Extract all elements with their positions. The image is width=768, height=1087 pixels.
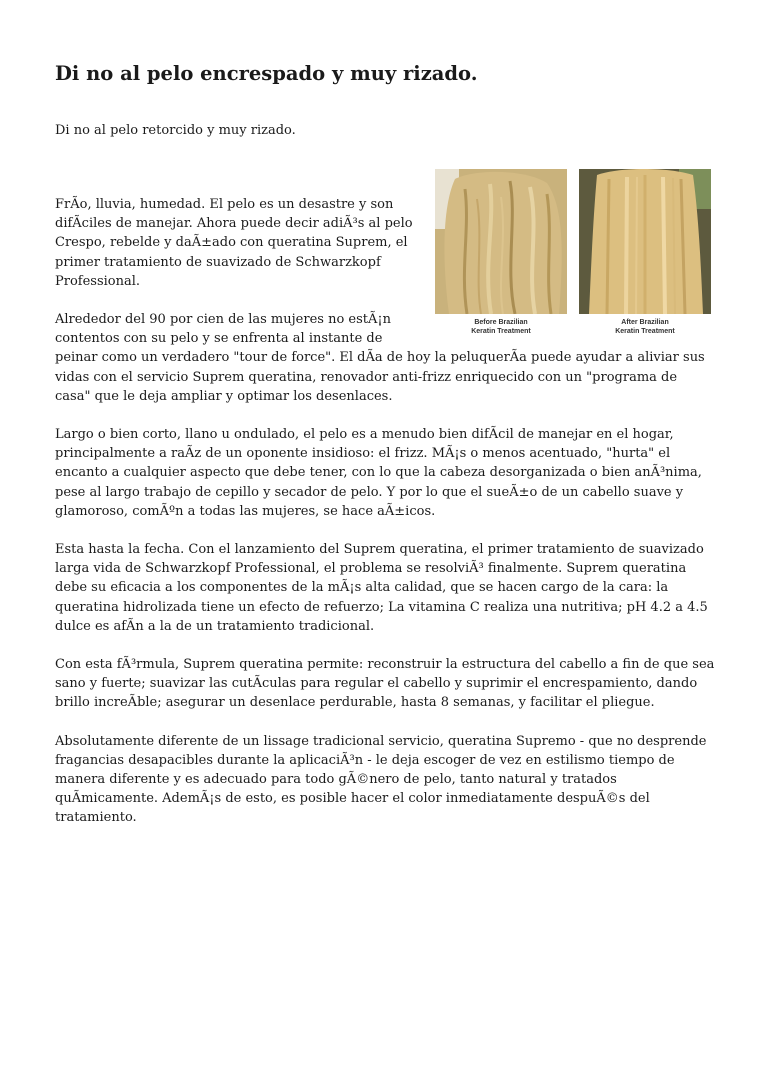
page-title: Di no al pelo encrespado y muy rizado. <box>55 62 478 85</box>
paragraph-5: Con esta fÃ³rmula, Suprem queratina permite: reconstruir la estructura del cabello a fin de que sea sano y fuerte; suavizar las cutÃculas para regular el cabello y suprimir el encrespamiento, dando brillo increÃble; asegurar un desenlace perdurable, hasta 8 semanas, y facilitar el pliegue. <box>55 657 715 711</box>
before-caption-line1: Before Brazilian <box>474 319 528 326</box>
after-hair-photo <box>579 169 711 314</box>
after-caption-line1: After Brazilian <box>621 319 669 326</box>
article-body <box>55 195 715 847</box>
paragraph-1: FrÃo, lluvia, humedad. El pelo es un desastre y son difÃciles de manejar. Ahora puede decir adiÃ³s al pelo Crespo, rebelde y daÃ±ado con queratina Suprem, el primer tratamiento de suavizado de Schwarzkopf Professional. <box>55 197 413 289</box>
page-subtitle: Di no al pelo retorcido y muy rizado. <box>55 123 296 138</box>
paragraph-4: Esta hasta la fecha. Con el lanzamiento del Suprem queratina, el primer tratamiento de suavizado larga vida de Schwarzkopf Professional, el problema se resolviÃ³ finalmente. Suprem queratina debe su eficacia a los componentes de la mÃ¡s alta calidad, que se hacen cargo de la cara: la queratina hidrolizada tiene un efecto de refuerzo; La vitamina C realiza una nutritiva; pH 4.2 a 4.5 dulce es afÃn a la de un tratamiento tradicional. <box>55 542 708 634</box>
paragraph-2: Alrededor del 90 por cien de las mujeres no estÃ¡n contentos con su pelo y se enfrenta al instante de peinar como un verdadero "tour de force". El dÃa de hoy la peluquerÃa puede ayudar a aliviar sus vidas con el servicio Suprem queratina, renovador anti-frizz enriquecido con un "programa de casa" que le deja ampliar y optimar los desenlaces. <box>55 312 705 404</box>
before-hair-photo <box>435 169 567 314</box>
before-caption-line2: Keratin Treatment <box>471 328 531 335</box>
paragraph-3: Largo o bien corto, llano u ondulado, el pelo es a menudo bien difÃcil de manejar en el hogar, principalmente a raÃz de un oponente insidioso: el frizz. MÃ¡s o menos acentuado, "hurta" el encanto a cualquier aspecto que debe tener, con lo que la cabeza desorganizada o bien anÃ³nima, pese al largo trabajo de cepillo y secador de pelo. Y por lo que el sueÃ±o de un cabello suave y glamoroso, comÃºn a todas las mujeres, se hace aÃ±icos. <box>55 427 702 519</box>
before-caption <box>435 318 567 336</box>
after-caption-line2: Keratin Treatment <box>615 328 675 335</box>
paragraph-6: Absolutamente diferente de un lissage tradicional servicio, queratina Supremo - que no desprende fragancias desapacibles durante la aplicaciÃ³n - le deja escoger de vez en estilismo tiempo de manera diferente y es adecuado para todo gÃ©nero de pelo, tanto natural y tratados quÃmicamente. AdemÃ¡s de esto, es posible hacer el color inmediatamente despuÃ©s del tratamiento. <box>55 733 707 826</box>
after-caption <box>579 318 711 336</box>
before-after-figure <box>431 169 721 339</box>
